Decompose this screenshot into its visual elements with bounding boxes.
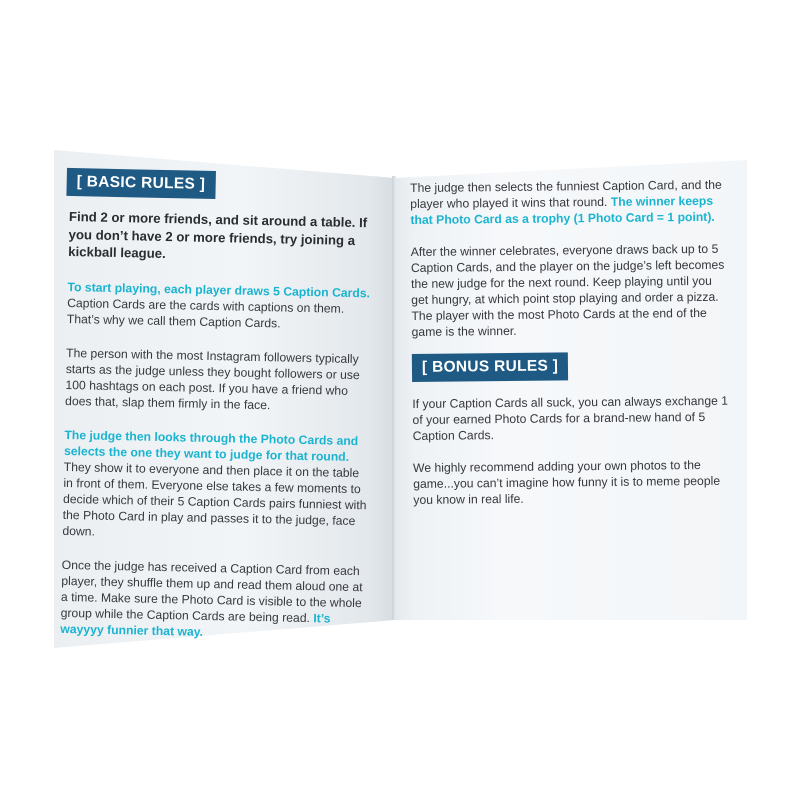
starting-text: Caption Cards are the cards with captions on them. That’s why we call them Caption Cards.	[66, 295, 345, 331]
winner-text: The judge then selects the funniest Caption Card, and the player who played it wins that round.	[410, 177, 722, 211]
shuffle-text: Once the judge has received a Caption Card from each player, they shuffle them up and read them aloud one at a time. Make sure the Photo Card is visible to the whole group while the Caption Cards are being read.	[60, 557, 363, 625]
bonus-rules-heading: [ BONUS RULES ]	[412, 352, 569, 382]
first-judge-paragraph: The person with the most Instagram followers typically starts as the judge unless they bought followers or use 100 hashtags on each post. If you have a friend who does that, slap them firmly in the face.	[64, 345, 360, 413]
judge-selects-highlight: The judge then looks through the Photo Cards and selects the one they want to judge for that round.	[63, 427, 359, 464]
basic-rules-heading: [ BASIC RULES ]	[66, 168, 215, 199]
shuffle-paragraph	[60, 557, 368, 643]
judge-selects-text: They show it to everyone and then place it on the table in front of them. Everyone else takes a few moments to decide which of their 5 Caption Cards pairs funniest with the Photo Card in play and passes it to the judge, face down.	[62, 459, 367, 539]
winner-paragraph	[410, 177, 730, 228]
booklet-spine	[392, 176, 396, 620]
own-photos-paragraph: We highly recommend adding your own photos to the game...you can’t imagine how funny it is to meme people you know in real life.	[412, 457, 721, 507]
shuffle-highlight: It’s wayyyy funnier that way.	[60, 610, 331, 639]
intro-paragraph: Find 2 or more friends, and sit around a table. If you don’t have 2 or more friends, try joining a kickball league.	[68, 208, 368, 262]
next-round-paragraph: After the winner celebrates, everyone draws back up to 5 Caption Cards, and the player on the judge’s left becomes the new judge for the next round. Keep playing until you get hungry, at which point stop playing and order a pizza. The player with the most Photo Cards at the end of the game is the winner.	[410, 241, 725, 339]
exchange-paragraph: If your Caption Cards all suck, you can always exchange 1 of your earned Photo Cards for a brand-new hand of 5 Caption Cards.	[412, 393, 729, 443]
starting-paragraph	[67, 279, 374, 333]
starting-highlight: To start playing, each player draws 5 Caption Cards.	[67, 279, 371, 301]
left-page-content	[60, 168, 376, 643]
winner-highlight: The winner keeps that Photo Card as a trophy (1 Photo Card = 1 point).	[410, 193, 715, 227]
judge-selects-paragraph	[62, 427, 370, 545]
right-page-content	[410, 177, 733, 508]
